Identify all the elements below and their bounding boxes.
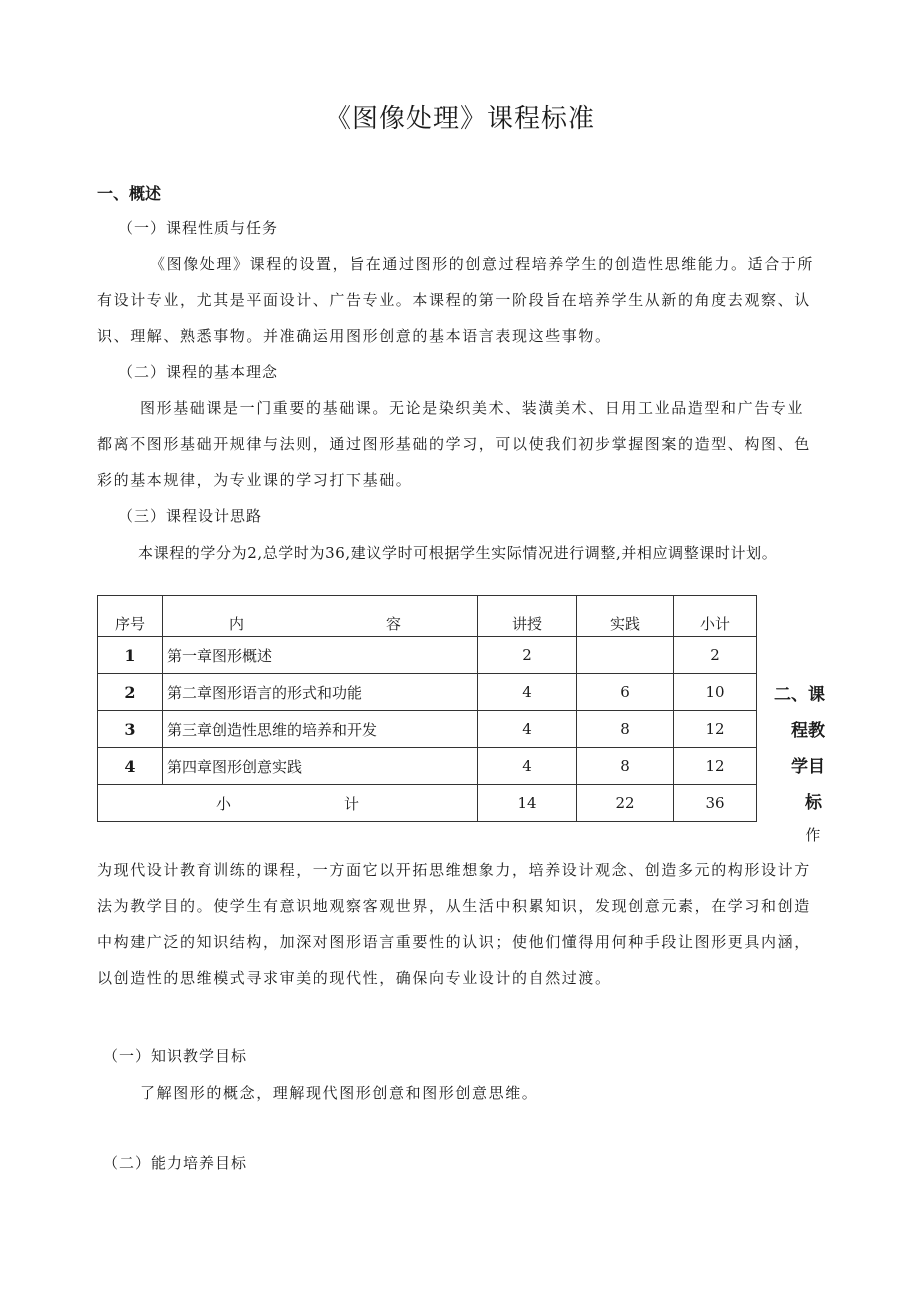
row-no: 4: [98, 748, 163, 785]
paragraph-line: 以创造性的思维模式寻求审美的现代性，确保向专业设计的自然过渡。: [97, 969, 612, 987]
row-practice: 8: [577, 748, 674, 785]
summary-total: 36: [674, 785, 757, 822]
subheading-design: （三）课程设计思路: [118, 507, 263, 525]
paragraph-line: 中构建广泛的知识结构，加深对图形语言重要性的认识；使他们懂得用何种手段让图形更具内涵，: [97, 933, 811, 951]
summary-practice: 22: [577, 785, 674, 822]
subheading-nature: （一）课程性质与任务: [118, 219, 279, 237]
row-lecture: 4: [478, 748, 577, 785]
table-header-row: [98, 596, 757, 637]
header-lecture: 讲授: [478, 596, 577, 637]
section-heading-goals-line1: 二、课: [774, 685, 825, 705]
paragraph-line: 了解图形的概念，理解现代图形创意和图形创意思维。: [140, 1084, 539, 1102]
paragraph-line: 法为教学目的。使学生有意识地观察客观世界，从生活中积累知识，发现创意元素，在学习和创造: [97, 897, 811, 915]
row-total: 12: [674, 748, 757, 785]
paragraph-line: 图形基础课是一门重要的基础课。无论是染织美术、装潢美术、日用工业品造型和广告专业: [140, 399, 805, 417]
paragraph-line: 《图像处理》课程的设置，旨在通过图形的创意过程培养学生的创造性思维能力。适合于所: [150, 255, 815, 273]
subheading-ability: （二）能力培养目标: [103, 1154, 248, 1172]
row-total: 2: [674, 637, 757, 674]
row-total: 10: [674, 674, 757, 711]
summary-label-a: 小: [216, 794, 232, 813]
course-hours-table: [97, 595, 757, 822]
row-content: 第二章图形语言的形式和功能: [163, 674, 478, 711]
row-content: 第一章图形概述: [163, 637, 478, 674]
summary-label-b: 计: [343, 794, 359, 813]
row-content: 第三章创造性思维的培养和开发: [163, 711, 478, 748]
paragraph-line: 本课程的学分为2,总学时为36,建议学时可根据学生实际情况进行调整,并相应调整课时计划。: [138, 544, 778, 562]
subheading-knowledge: （一）知识教学目标: [103, 1047, 248, 1065]
row-lecture: 4: [478, 711, 577, 748]
header-content-b: 容: [385, 615, 401, 633]
row-total: 12: [674, 711, 757, 748]
paragraph-line: 都离不图形基础开规律与法则，通过图形基础的学习，可以使我们初步掌握图案的造型、构图、色: [97, 435, 811, 453]
row-practice: 6: [577, 674, 674, 711]
table-row: [98, 637, 757, 674]
row-lecture: 4: [478, 674, 577, 711]
paragraph-line: 有设计专业，尤其是平面设计、广告专业。本课程的第一阶段旨在培养学生从新的角度去观察、认: [97, 291, 811, 309]
table-row: [98, 711, 757, 748]
row-content: 第四章图形创意实践: [163, 748, 478, 785]
summary-label: [98, 785, 478, 822]
paragraph-line: 识、理解、熟悉事物。并准确运用图形创意的基本语言表现这些事物。: [97, 327, 612, 345]
header-content: [163, 596, 478, 637]
header-no: 序号: [98, 596, 163, 637]
section-heading-goals-line2: 程教: [791, 721, 825, 741]
row-lecture: 2: [478, 637, 577, 674]
row-practice: 8: [577, 711, 674, 748]
header-total: 小计: [674, 596, 757, 637]
table-row: [98, 748, 757, 785]
row-no: 1: [98, 637, 163, 674]
header-practice: 实践: [577, 596, 674, 637]
subheading-concept: （二）课程的基本理念: [118, 363, 279, 381]
paragraph-lead: 作: [805, 826, 822, 844]
row-no: 3: [98, 711, 163, 748]
row-practice: [577, 637, 674, 674]
section-heading-overview: 一、概述: [97, 184, 162, 203]
paragraph-line: 彩的基本规律，为专业课的学习打下基础。: [97, 471, 413, 489]
table-summary-row: [98, 785, 757, 822]
table-row: [98, 674, 757, 711]
header-content-a: 内: [229, 615, 245, 633]
section-heading-goals-line3: 学目: [791, 757, 825, 777]
section-heading-goals-line4: 标: [805, 793, 822, 813]
paragraph-line: 为现代设计教育训练的课程，一方面它以开拓思维想象力，培养设计观念、创造多元的构形设计方: [97, 861, 811, 879]
summary-lecture: 14: [478, 785, 577, 822]
row-no: 2: [98, 674, 163, 711]
page-title: 《图像处理》课程标准: [324, 104, 595, 134]
